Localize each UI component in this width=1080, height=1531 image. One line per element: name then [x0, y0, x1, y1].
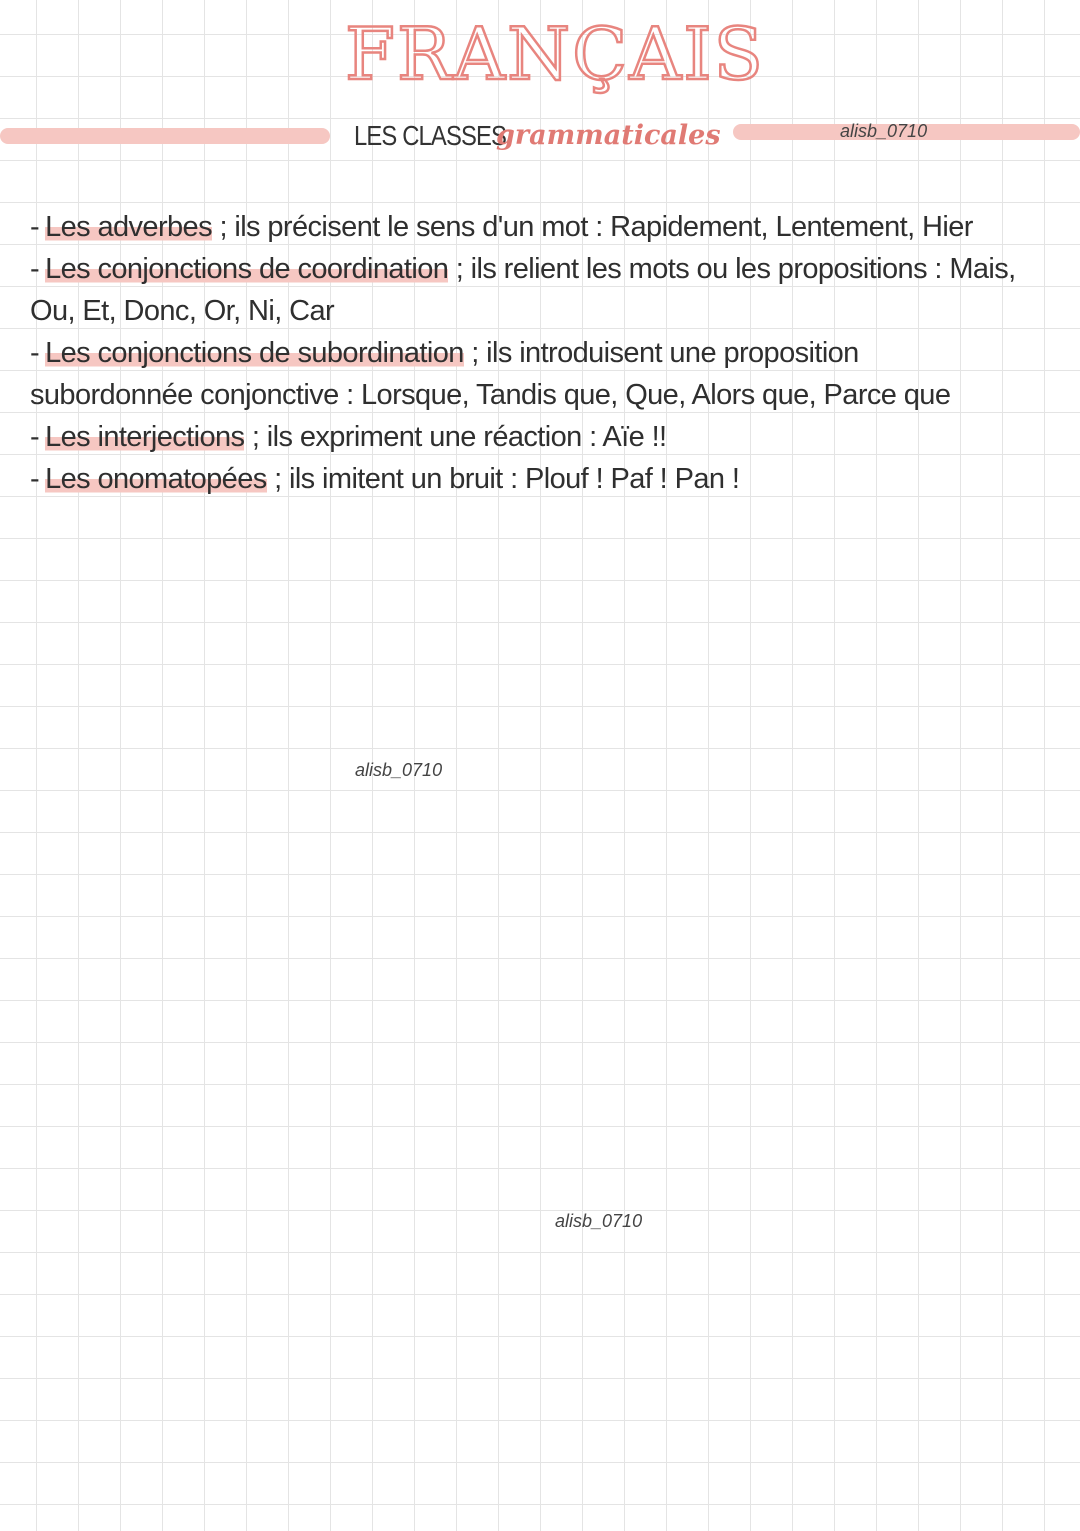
- list-item-continuation: subordonnée conjonctive : Lorsque, Tandis que, Que, Alors que, Parce que: [30, 379, 951, 411]
- separator: ;: [266, 463, 289, 495]
- bullet-dash: -: [30, 253, 40, 285]
- subtitle-script: grammaticales: [496, 120, 721, 151]
- list-item: [30, 206, 1060, 248]
- bullet-dash: -: [30, 337, 40, 369]
- list-item: [30, 458, 1060, 500]
- header-highlight-bar-left: [0, 128, 330, 144]
- list-item: [30, 248, 1060, 290]
- subtitle-prefix: LES CLASSES: [354, 120, 507, 151]
- list-item: [30, 332, 1060, 374]
- term-highlight: Les conjonctions de subordination: [45, 337, 464, 369]
- watermark: alisb_0710: [555, 1211, 643, 1231]
- watermark: alisb_0710: [355, 760, 443, 780]
- list-item: [30, 416, 1060, 458]
- bullet-dash: -: [30, 421, 40, 453]
- term-highlight: Les onomatopées: [45, 463, 267, 495]
- watermark: alisb_0710: [840, 121, 928, 141]
- definition: ils introduisent une proposition: [486, 337, 859, 369]
- definition: ils expriment une réaction : Aïe !!: [266, 421, 667, 453]
- term-highlight: Les interjections: [45, 421, 245, 453]
- page-title: FRANÇAIS: [344, 12, 765, 96]
- separator: ;: [244, 421, 267, 453]
- term-highlight: Les conjonctions de coordination: [45, 253, 449, 285]
- list-item-continuation: Ou, Et, Donc, Or, Ni, Car: [30, 295, 335, 327]
- bullet-dash: -: [30, 211, 40, 243]
- separator: ;: [463, 337, 487, 369]
- definition: ils précisent le sens d'un mot : Rapidement, Lentement, Hier: [234, 211, 973, 243]
- term-highlight: Les adverbes: [45, 211, 212, 243]
- definition: ils imitent un bruit : Plouf ! Paf ! Pan !: [289, 463, 740, 495]
- notes-body: [30, 206, 1060, 500]
- definition: ils relient les mots ou les propositions : Mais,: [470, 253, 1016, 285]
- separator: ;: [211, 211, 235, 243]
- bullet-dash: -: [30, 463, 40, 495]
- separator: ;: [448, 253, 471, 285]
